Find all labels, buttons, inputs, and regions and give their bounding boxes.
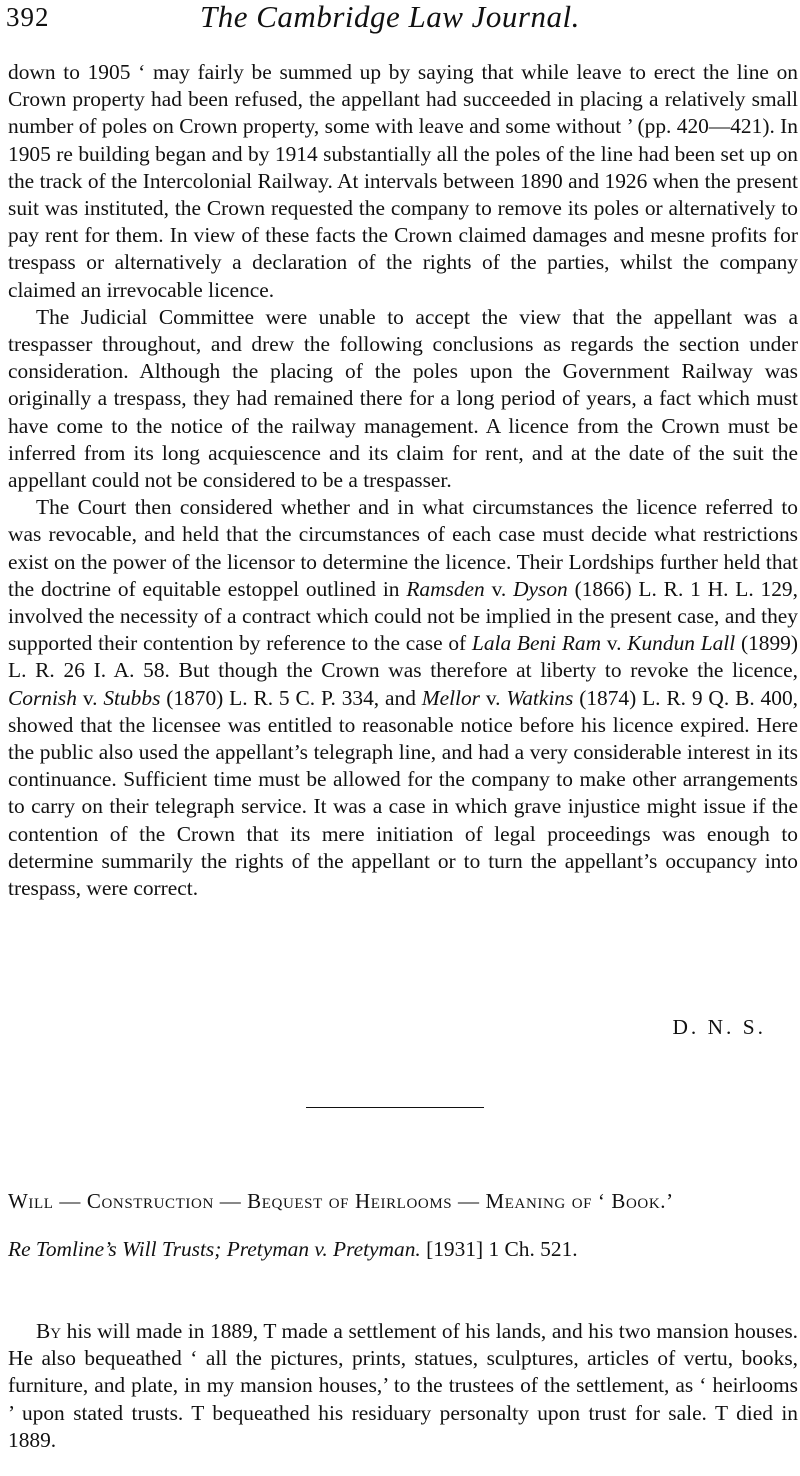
case-name: Watkins xyxy=(506,685,574,710)
paragraph-b1-text: his will made in 1889, T made a settlement of his lands, and his two mansion houses. He also bequeathed ‘ all the pictures, prints, statues, sculptures, articles of vertu, books, furniture, and plate, in my mansion houses,’ to the trustees of the settlement, as ‘ heirlooms ’ upon stated trusts. T bequeathed his residuary personalty upon trust for sale. T died in 1889. xyxy=(8,1319,798,1452)
paragraph-2: The Judicial Committee were unable to accept the view that the appellant was a trespasser throughout, and drew the following conclusions as regards the section under consideration. Although the placing of the poles upon the Government Railway was originally a trespass, they had remained there for a long period of years, a fact which must have come to the notice of the railway management. A licence from the Crown must be inferred from its long acquiescence and its claim for rent, and at the date of the suit the appellant could not be considered to be a trespasser. xyxy=(8,304,798,493)
author-initials: D. N. S. xyxy=(672,1015,766,1039)
lead-word: By xyxy=(36,1319,62,1343)
paragraph-3-text: (1899) L. R. 26 I. A. 58. But though the Crown was therefore at liberty to revoke the licence, xyxy=(8,631,798,683)
case-name: Mellor xyxy=(421,685,480,710)
section-heading: Will — Construction — Bequest of Heirlooms — Meaning of ‘ Book.’ xyxy=(8,1189,674,1213)
versus: v. xyxy=(601,631,628,656)
versus: v. xyxy=(479,685,507,710)
case-title: Re Tomline’s Will Trusts; Pretyman v. Pretyman. xyxy=(8,1237,421,1261)
page-number: 392 xyxy=(6,2,50,32)
paragraph-1: down to 1905 ‘ may fairly be summed up by saying that while leave to erect the line on Crown property had been refused, the appellant had succeeded in placing a relatively small number of poles on Crown property, some with leave and some without ’ (pp. 420—421). In 1905 re building began and by 1914 substantially all the poles of the line had been set up on the track of the Intercolonial Railway. At intervals between 1890 and 1926 when the present suit was instituted, the Crown requested the company to remove its poles or alternatively to pay rent for them. In view of these facts the Crown claimed damages and mesne profits for trespass or alternatively a declaration of the rights of the parties, whilst the company claimed an irrevocable licence. xyxy=(8,60,798,302)
case-citation: [1931] 1 Ch. 521. xyxy=(426,1237,578,1261)
versus: v. xyxy=(76,685,104,710)
paragraph-3-text: The Court then considered whether and in what circumstances the licence referred to was revocable, and held that the circumstances of each case must decide what restrictions exist on the power of the licensor to determine the licence. Their Lordships further held that the doctrine of equitable estoppel outlined in xyxy=(8,495,798,601)
journal-title: The Cambridge Law Journal. xyxy=(200,0,580,34)
paragraph-b1 xyxy=(8,1318,798,1454)
case-name: Cornish xyxy=(8,685,77,710)
case-name: Lala Beni Ram xyxy=(471,631,602,656)
case-name: Kundun Lall xyxy=(627,631,736,656)
versus: v. xyxy=(484,576,514,601)
paragraph-3 xyxy=(8,494,798,902)
running-head xyxy=(6,0,786,48)
paragraph-3-text: (1866) L. R. 1 H. L. 129, involved the necessity of a contract which could not be implied in the present case, and they supported their contention by reference to the case of xyxy=(8,576,798,656)
case-name: Stubbs xyxy=(103,685,161,710)
case-name: Dyson xyxy=(513,576,568,601)
paragraph-3-text: (1870) L. R. 5 C. P. 334, and xyxy=(160,685,422,710)
paragraph-3-text: (1874) L. R. 9 Q. B. 400, showed that the licensee was entitled to reasonable notice before his licence expired. Here the public also used the appellant’s telegraph line, and had a very considerable interest in its continuance. Sufficient time must be allowed for the company to make other arrangements to carry on their telegraph service. It was a case in which grave injustice might issue if the contention of the Crown that its mere initiation of legal proceedings was enough to determine summarily the rights of the appellant or to turn the appellant’s occupancy into trespass, were correct. xyxy=(8,685,798,901)
second-case-body xyxy=(8,1318,798,1454)
case-note-body xyxy=(8,59,798,902)
case-name: Ramsden xyxy=(406,576,485,601)
case-reference xyxy=(8,1236,798,1263)
section-divider xyxy=(306,1107,484,1108)
